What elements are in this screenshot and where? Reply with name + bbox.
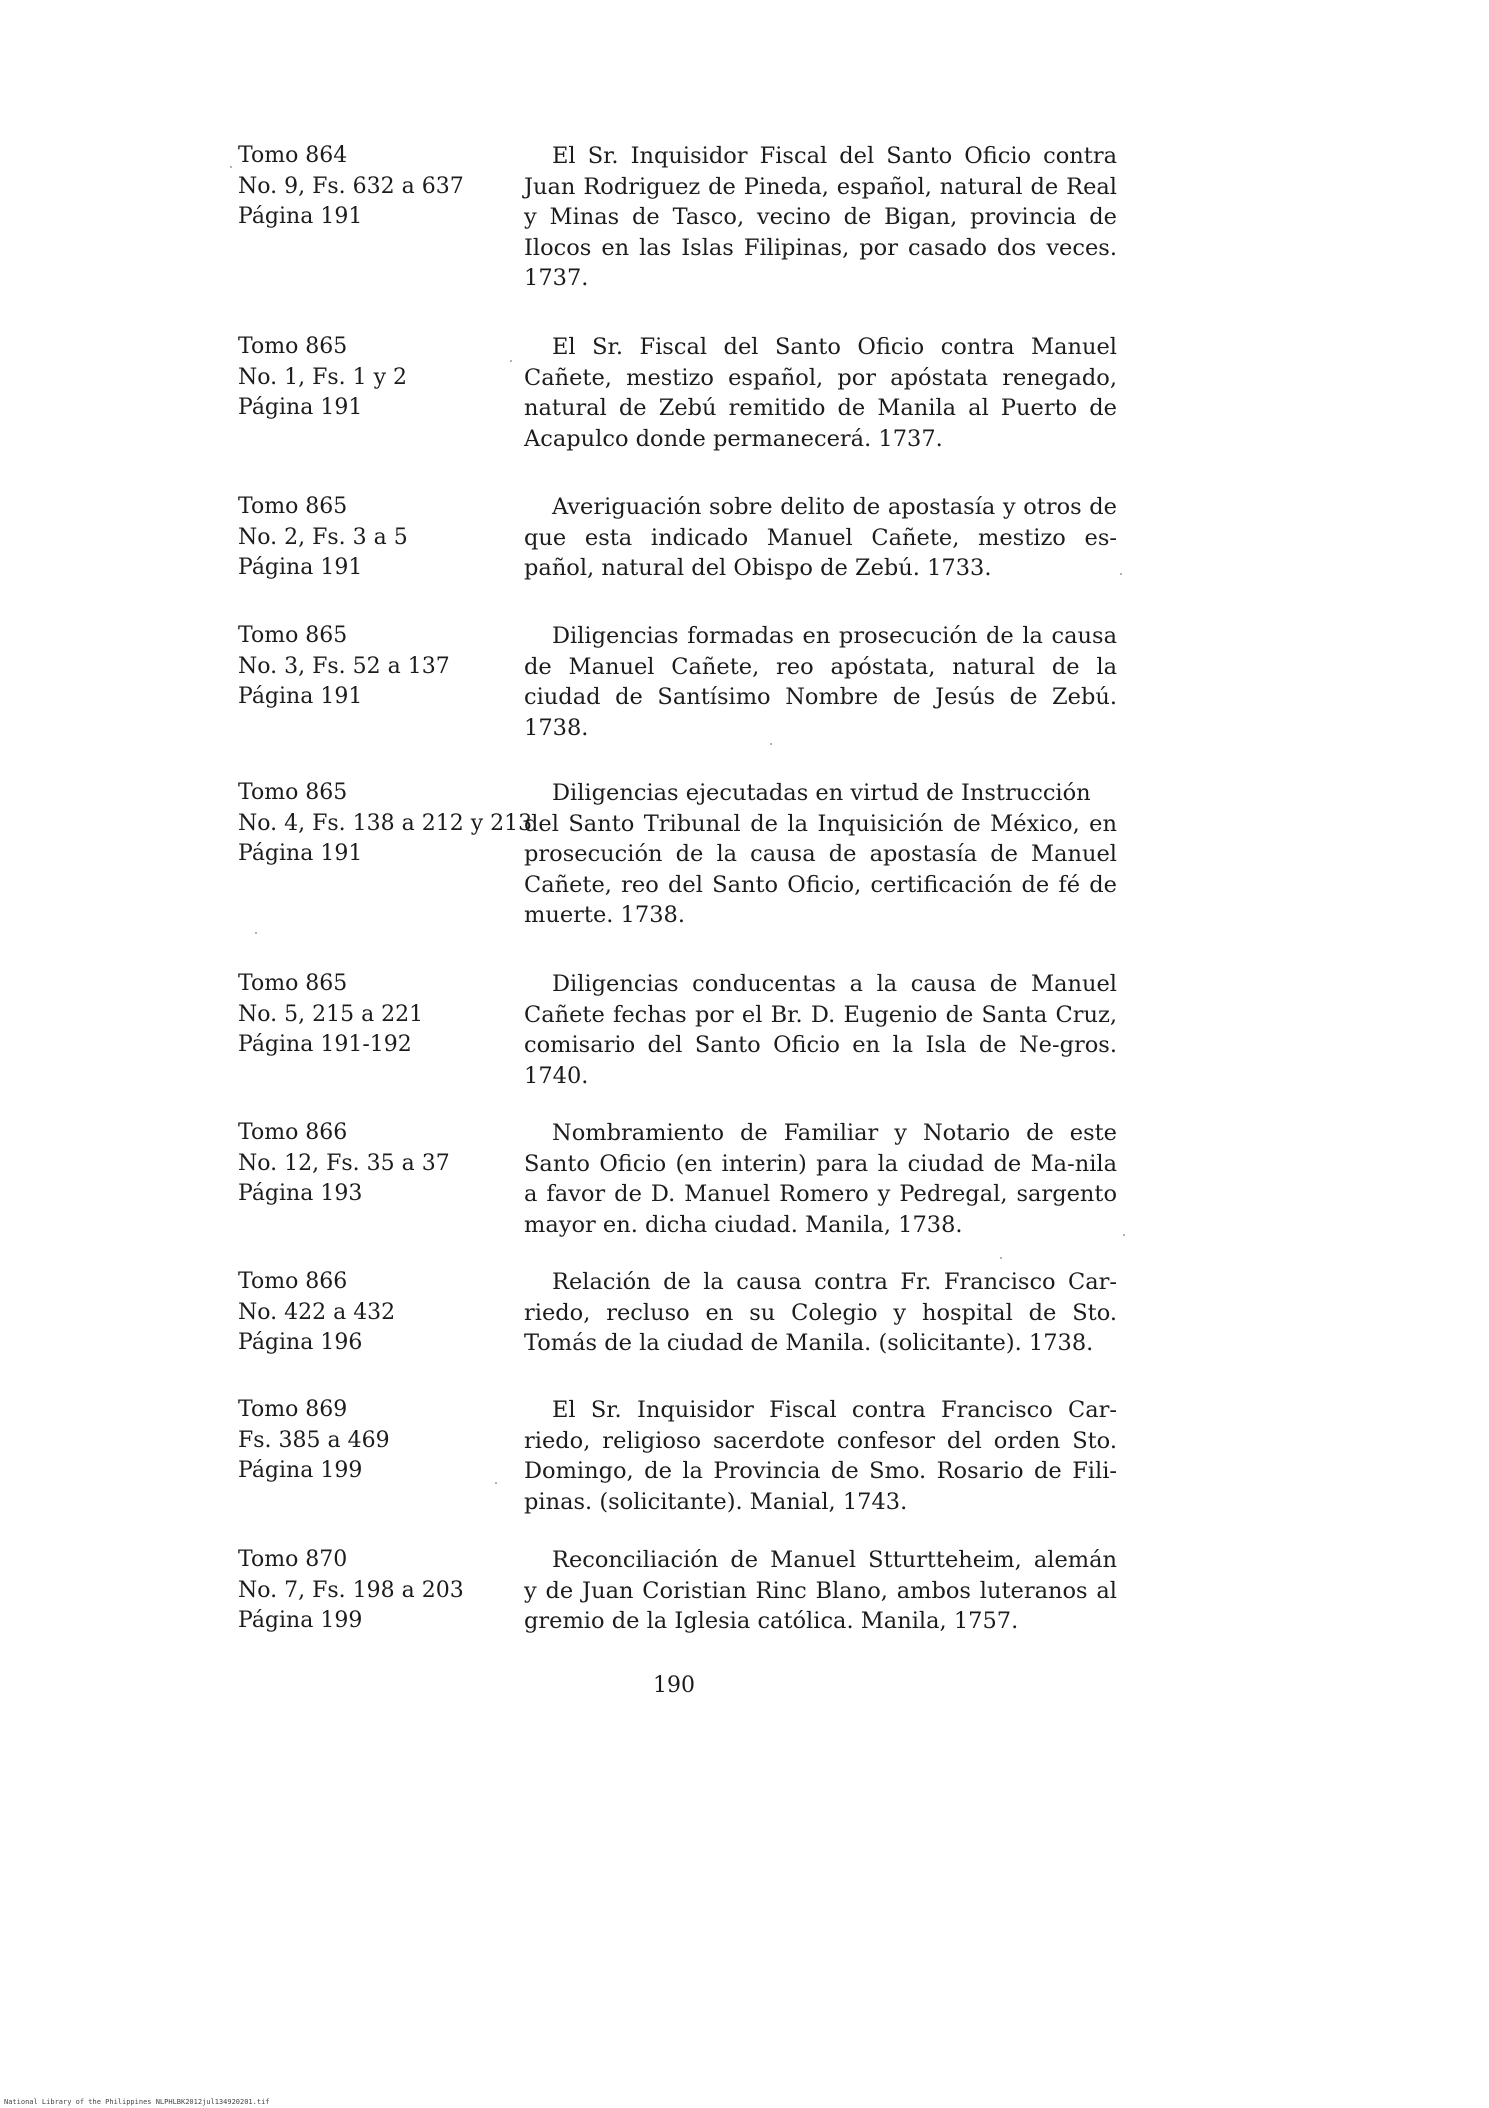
entry-description: El Sr. Inquisidor Fiscal del Santo Oficio contra Juan Rodriguez de Pineda, español, natural de Real y Minas de Tasco, vecino de Bigan, provincia de Ilocos en las Islas Filipinas, por casado dos veces. 1737. bbox=[524, 143, 1117, 291]
tomo-line: Tomo 865 bbox=[238, 780, 348, 805]
pagina-line: Página 191 bbox=[238, 395, 363, 420]
entry-description bbox=[524, 778, 1117, 931]
page-number: 190 bbox=[653, 1673, 695, 1698]
entry-description: Averiguación sobre delito de apostasía y otros de que esta indicado Manuel Cañete, mestizo es-pañol, natural del Obispo de Zebú. 1733. bbox=[524, 494, 1117, 581]
entry-reference bbox=[238, 1267, 538, 1359]
entry-description: El Sr. Fiscal del Santo Oficio contra Manuel Cañete, mestizo español, por apóstata renegado, natural de Zebú remitido de Manila al Puerto de Acapulco donde permanecerá. 1737. bbox=[524, 334, 1117, 452]
tomo-line: Tomo 865 bbox=[238, 623, 348, 648]
folio-line: No. 12, Fs. 35 a 37 bbox=[238, 1150, 450, 1176]
entry-description: Diligencias formadas en prosecución de la causa de Manuel Cañete, reo apóstata, natural de la ciudad de Santísimo Nombre de Jesús de Zebú. 1738. bbox=[524, 623, 1117, 741]
entry-reference bbox=[238, 492, 538, 584]
entry-reference bbox=[238, 778, 538, 870]
entry-reference bbox=[238, 1395, 538, 1487]
entry-description: Relación de la causa contra Fr. Francisco Car-riedo, recluso en su Colegio y hospital de Sto. Tomás de la ciudad de Manila. (solicitante). 1738. bbox=[524, 1269, 1117, 1356]
folio-line: No. 5, 215 a 221 bbox=[238, 1001, 424, 1027]
entry-reference bbox=[238, 621, 538, 713]
pagina-line: Página 199 bbox=[238, 1458, 363, 1483]
scan-speck bbox=[1000, 1257, 1002, 1259]
tomo-line: Tomo 866 bbox=[238, 1269, 348, 1294]
entry-reference bbox=[238, 141, 538, 233]
scan-speck bbox=[230, 166, 232, 168]
tomo-line: Tomo 870 bbox=[238, 1547, 348, 1572]
scan-speck bbox=[1123, 1234, 1125, 1236]
scan-speck bbox=[495, 1482, 497, 1484]
folio-line: No. 422 a 432 bbox=[238, 1299, 396, 1325]
folio-line: No. 7, Fs. 198 a 203 bbox=[238, 1577, 464, 1603]
tomo-line: Tomo 865 bbox=[238, 971, 348, 996]
tomo-line: Tomo 865 bbox=[238, 494, 348, 519]
folio-line: No. 3, Fs. 52 a 137 bbox=[238, 653, 450, 679]
entry-description-rest: del Santo Tribunal de la Inquisición de México, en prosecución de la causa de apostasía de Manuel Cañete, reo del Santo Oficio, certificación de fé de muerte. 1738. bbox=[524, 810, 1117, 928]
tomo-line: Tomo 865 bbox=[238, 334, 348, 359]
folio-line: No. 4, Fs. 138 a 212 y 213 bbox=[238, 810, 533, 836]
entry-reference bbox=[238, 1118, 538, 1210]
pagina-line: Página 191 bbox=[238, 204, 363, 229]
entry-description: Nombramiento de Familiar y Notario de este Santo Oficio (en interin) para la ciudad de Ma-nila a favor de D. Manuel Romero y Pedregal, sargento mayor en. dicha ciudad. Manila, 1738. bbox=[524, 1120, 1117, 1238]
scan-speck bbox=[770, 743, 772, 745]
pagina-line: Página 193 bbox=[238, 1181, 363, 1206]
entry-reference bbox=[238, 969, 538, 1061]
entry-description-first-line: Diligencias ejecutadas en virtud de Instrucción bbox=[552, 780, 1091, 806]
entry-reference bbox=[238, 1545, 538, 1637]
tomo-line: Tomo 864 bbox=[238, 143, 348, 168]
scan-speck bbox=[255, 932, 257, 934]
pagina-line: Página 191 bbox=[238, 684, 363, 709]
tomo-line: Tomo 869 bbox=[238, 1397, 348, 1422]
scan-speck bbox=[1120, 573, 1122, 575]
pagina-line: Página 191 bbox=[238, 841, 363, 866]
entry-description: Diligencias conducentas a la causa de Manuel Cañete fechas por el Br. D. Eugenio de Santa Cruz, comisario del Santo Oficio en la Isla de Ne-gros. 1740. bbox=[524, 971, 1117, 1089]
entry-description: Reconciliación de Manuel Stturtteheim, alemán y de Juan Coristian Rinc Blano, ambos luteranos al gremio de la Iglesia católica. Manila, 1757. bbox=[524, 1547, 1117, 1634]
tomo-line: Tomo 866 bbox=[238, 1120, 348, 1145]
pagina-line: Página 199 bbox=[238, 1608, 363, 1633]
pagina-line: Página 196 bbox=[238, 1330, 363, 1355]
folio-line: No. 1, Fs. 1 y 2 bbox=[238, 364, 408, 390]
folio-line: No. 9, Fs. 632 a 637 bbox=[238, 173, 464, 199]
scan-footer-caption: National Library of the Philippines NLPHLBK2012jul134920201.tif bbox=[4, 2098, 270, 2106]
pagina-line: Página 191 bbox=[238, 555, 363, 580]
folio-line: Fs. 385 a 469 bbox=[238, 1427, 390, 1453]
entry-description: El Sr. Inquisidor Fiscal contra Francisco Car-riedo, religioso sacerdote confesor del orden Sto. Domingo, de la Provincia de Smo. Rosario de Fili-pinas. (solicitante). Manial, 1743. bbox=[524, 1397, 1117, 1515]
entry-reference bbox=[238, 332, 538, 424]
scan-speck bbox=[510, 360, 512, 362]
pagina-line: Página 191-192 bbox=[238, 1032, 412, 1057]
folio-line: No. 2, Fs. 3 a 5 bbox=[238, 524, 408, 550]
